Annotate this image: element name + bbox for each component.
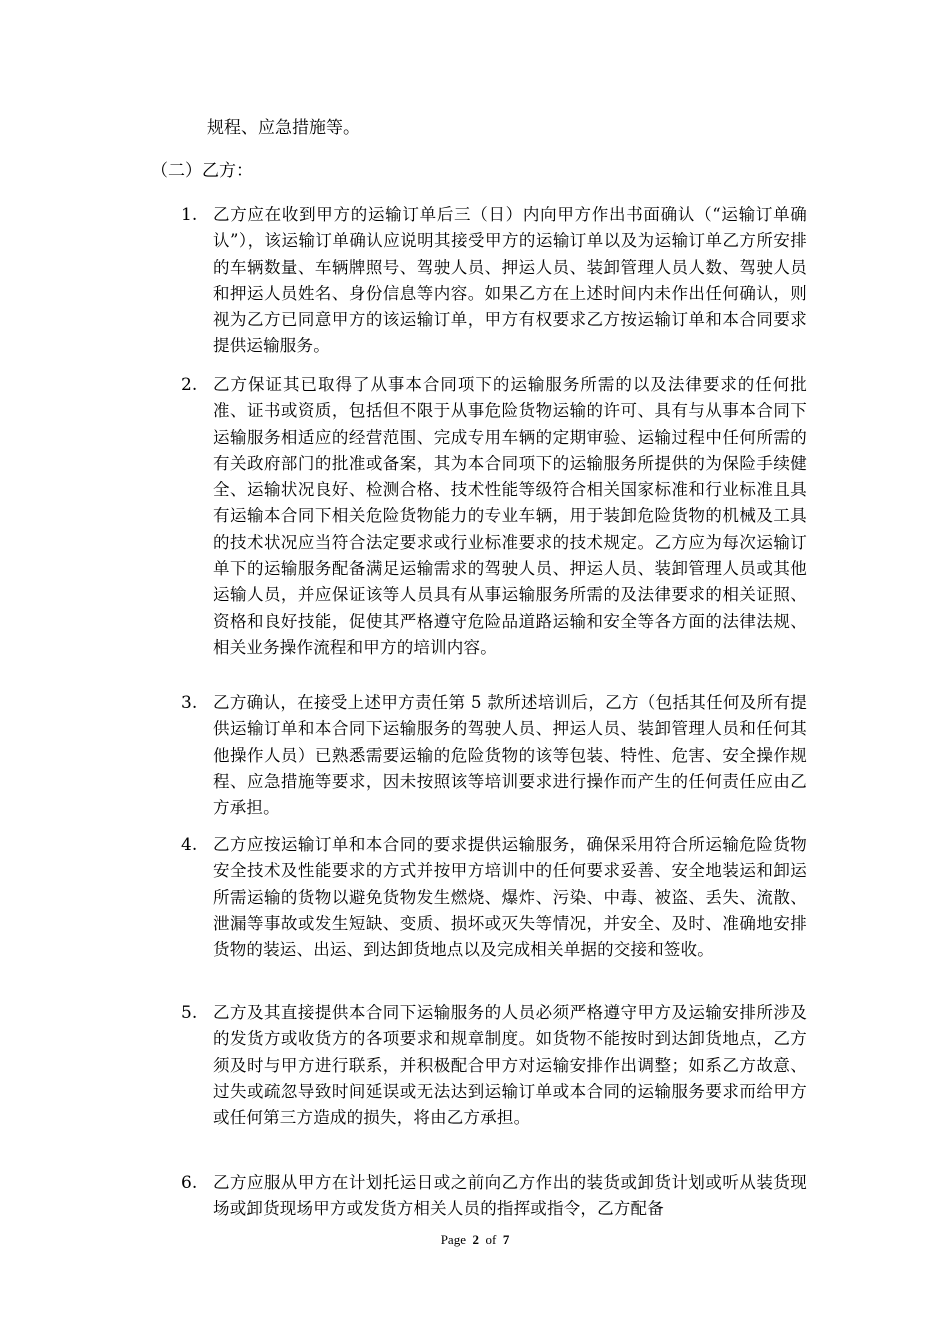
clause-item-5 (181, 1000, 811, 1131)
clause-text: 乙方及其直接提供本合同下运输服务的人员必须严格遵守甲方及运输安排所涉及的发货方或收货方的各项要求和规章制度。如货物不能按时到达卸货地点，乙方须及时与甲方进行联系，并积极配合甲方对运输安排作出调整；如系乙方故意、过失或疏忽导致时间延误或无法达到运输订单或本合同的运输服务要求而给甲方或任何第三方造成的损失，将由乙方承担。 (213, 1003, 807, 1128)
clause-item-3 (181, 690, 811, 821)
footer-page-word: Page (440, 1232, 466, 1247)
clause-number: 1. (181, 205, 198, 225)
clause-text: 乙方应服从甲方在计划托运日或之前向乙方作出的装货或卸货计划或听从装货现场或卸货现场甲方或发货方相关人员的指挥或指令，乙方配备 (213, 1173, 807, 1219)
clause-item-2 (181, 372, 811, 661)
clause-number: 4. (181, 835, 198, 855)
clause-item-4 (181, 832, 811, 963)
clause-number: 3. (181, 693, 198, 713)
page-footer (0, 1232, 950, 1248)
clause-number: 5. (181, 1003, 198, 1023)
clause-item-6 (181, 1170, 811, 1223)
footer-of-word: of (485, 1232, 497, 1247)
clause-number: 6. (181, 1173, 198, 1193)
footer-total-pages: 7 (502, 1232, 510, 1247)
section-heading: （二）乙方： (151, 161, 253, 181)
clause-number: 2. (181, 375, 198, 395)
clause-text: 乙方确认，在接受上述甲方责任第 5 款所述培训后，乙方（包括其任何及所有提供运输订单和本合同下运输服务的驾驶人员、押运人员、装卸管理人员和任何其他操作人员）已熟悉需要运输的危险货物的该等包装、特性、危害、安全操作规程、应急措施等要求，因未按照该等培训要求进行操作而产生的任何责任应由乙方承担。 (213, 693, 807, 818)
clause-item-1 (181, 202, 811, 360)
continuation-text: 规程、应急措施等。 (207, 118, 360, 138)
clause-text: 乙方应在收到甲方的运输订单后三（日）内向甲方作出书面确认（“运输订单确认”），该运输订单确认应说明其接受甲方的运输订单以及为运输订单乙方所安排的车辆数量、车辆牌照号、驾驶人员、押运人员、装卸管理人员人数、驾驶人员和押运人员姓名、身份信息等内容。如果乙方在上述时间内未作出任何确认，则视为乙方已同意甲方的该运输订单，甲方有权要求乙方按运输订单和本合同要求提供运输服务。 (213, 205, 807, 356)
footer-current-page: 2 (472, 1232, 479, 1247)
clause-text: 乙方保证其已取得了从事本合同项下的运输服务所需的以及法律要求的任何批准、证书或资质，包括但不限于从事危险货物运输的许可、具有与从事本合同下运输服务相适应的经营范围、完成专用车辆的定期审验、运输过程中任何所需的有关政府部门的批准或备案，其为本合同项下的运输服务所提供的为保险手续健全、运输状况良好、检测合格、技术性能等级符合相关国家标准和行业标准且具有运输本合同下相关危险货物能力的专业车辆，用于装卸危险货物的机械及工具的技术状况应当符合法定要求或行业标准要求的技术规定。乙方应为每次运输订单下的运输服务配备满足运输需求的驾驶人员、押运人员、装卸管理人员或其他运输人员，并应保证该等人员具有从事运输服务所需的及法律要求的相关证照、资格和良好技能，促使其严格遵守危险品道路运输和安全等各方面的法律法规、相关业务操作流程和甲方的培训内容。 (213, 375, 807, 657)
clause-text: 乙方应按运输订单和本合同的要求提供运输服务，确保采用符合所运输危险货物安全技术及性能要求的方式并按甲方培训中的任何要求妥善、安全地装运和卸运所需运输的货物以避免货物发生燃烧、爆炸、污染、中毒、被盗、丢失、流散、泄漏等事故或发生短缺、变质、损坏或灭失等情况，并安全、及时、准确地安排货物的装运、出运、到达卸货地点以及完成相关单据的交接和签收。 (213, 835, 807, 960)
